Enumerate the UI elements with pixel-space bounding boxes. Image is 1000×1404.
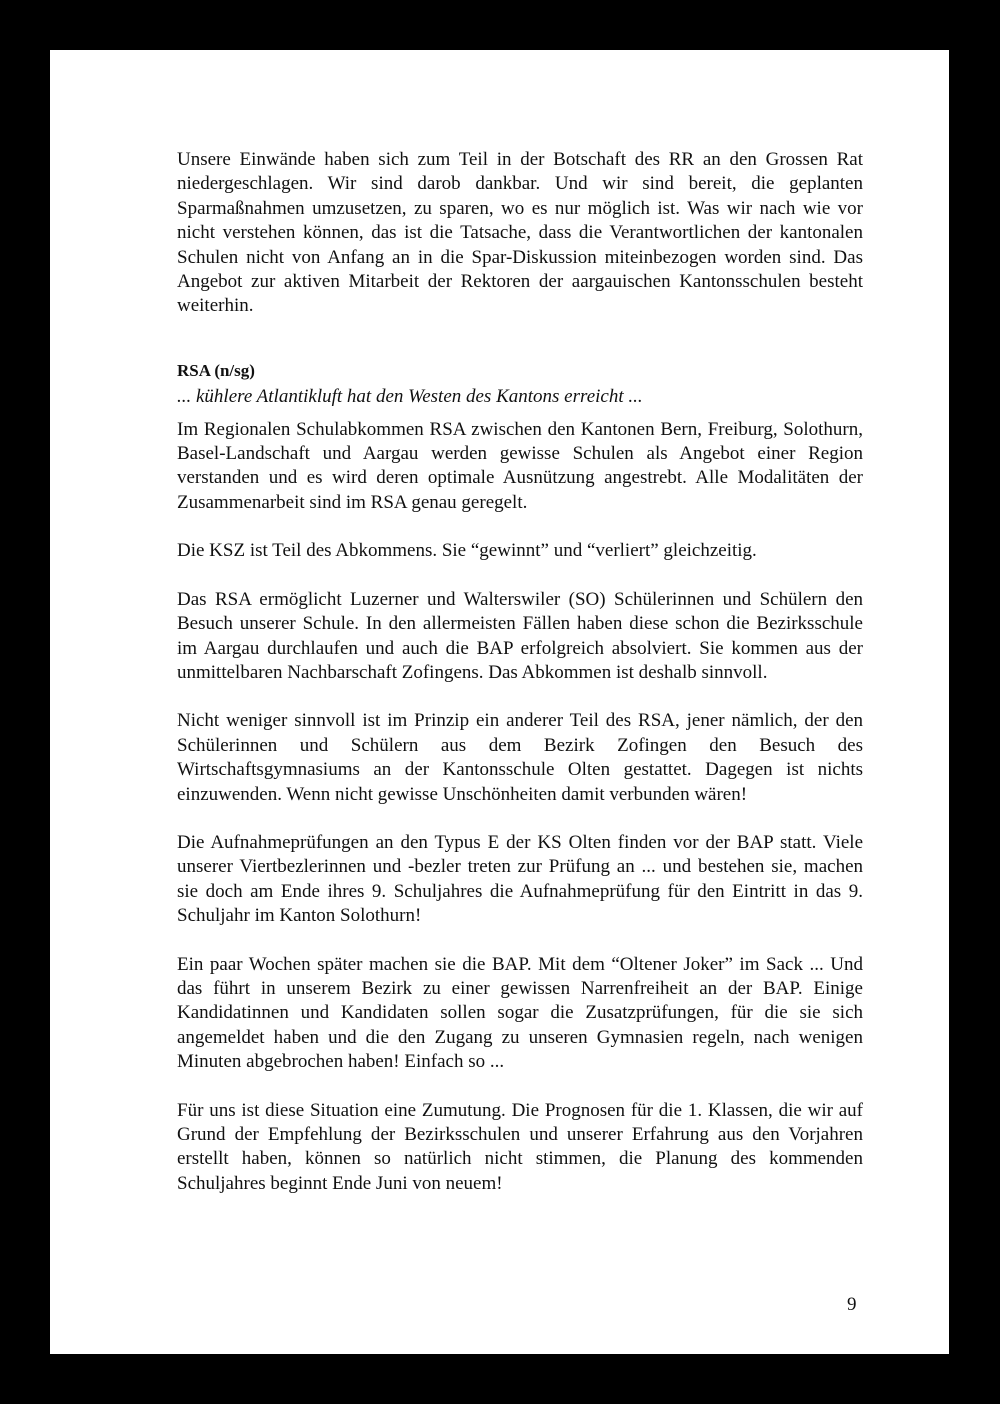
section-subtitle: ... kühlere Atlantikluft hat den Westen des Kantons erreicht ... xyxy=(177,386,643,408)
paragraph-aufnahmepruefung: Die Aufnahmeprüfungen an den Typus E der KS Olten finden vor der BAP statt. Viele unserer Viertbezlerinnen und -bezler treten zur Prüfung an ... und bestehen sie, machen sie doch am Ende ihres 9. Schuljahres die Aufnahmeprüfung für den Eintritt in das 9. Schuljahr im Kanton Solothurn! xyxy=(177,831,863,927)
paragraph-oltener-joker: Ein paar Wochen später machen sie die BAP. Mit dem “Oltener Joker” im Sack ... Und das führt in unserem Bezirk zu einer gewissen Narrenfreiheit an der BAP. Einige Kandidatinnen und Kandidaten sollen sogar die Zusatzprüfungen, für die sie sich angemeldet haben und die den Zugang zu unseren Gymnasien regeln, nach wenigen Minuten abgebrochen haben! Einfach so ... xyxy=(177,953,863,1073)
paragraph-olten-gymnasium: Nicht weniger sinnvoll ist im Prinzip ein anderer Teil des RSA, jener nämlich, der den Schülerinnen und Schülern aus dem Bezirk Zofingen den Besuch des Wirtschaftsgymnasiums an der Kantonsschule Olten gestattet. Dagegen ist nichts einzuwenden. Wenn nicht gewisse Unschönheiten damit verbunden wären! xyxy=(177,710,863,805)
paragraph-luzern-walterswil: Das RSA ermöglicht Luzerner und Walterswiler (SO) Schülerinnen und Schülern den Besuch unserer Schule. In den allermeisten Fällen haben diese schon die Bezirksschule im Aargau durchlaufen und auch die BAP erfolgreich absolviert. Sie kommen aus der unmittelbaren Nachbarschaft Zofingens. Das Abkommen ist deshalb sinnvoll. xyxy=(177,588,863,683)
section-heading: RSA (n/sg) xyxy=(177,360,255,380)
paragraph-ksz-part: Die KSZ ist Teil des Abkommens. Sie “gewinnt” und “verliert” gleichzeitig. xyxy=(177,540,757,562)
page-number: 9 xyxy=(847,1294,857,1315)
document-page xyxy=(50,50,949,1354)
paragraph-zumutung: Für uns ist diese Situation eine Zumutung. Die Prognosen für die 1. Klassen, die wir auf Grund der Empfehlung der Bezirksschulen und unserer Erfahrung aus den Vorjahren erstellt haben, können so natürlich nicht stimmen, die Planung des kommenden Schuljahres beginnt Ende Juni von neuem! xyxy=(177,1099,863,1194)
intro-paragraph: Unsere Einwände haben sich zum Teil in der Botschaft des RR an den Grossen Rat niedergeschlagen. Wir sind darob dankbar. Und wir sind bereit, die geplanten Sparmaßnahmen umzusetzen, zu sparen, wo es nur möglich ist. Was wir nach wie vor nicht verstehen können, das ist die Tatsache, dass die Verantwortlichen der kantonalen Schulen nicht von Anfang an in die Spar-Diskussion miteinbezogen worden sind. Das Angebot zur aktiven Mitarbeit der Rektoren der aargauischen Kantonsschulen besteht weiterhin. xyxy=(177,149,863,317)
paragraph-rsa-overview: Im Regionalen Schulabkommen RSA zwischen den Kantonen Bern, Freiburg, Solothurn, Basel-Landschaft und Aargau werden gewisse Schulen als Angebot einer Region verstanden und es wird deren optimale Ausnützung angestrebt. Alle Modalitäten der Zusammenarbeit sind im RSA genau geregelt. xyxy=(177,418,863,513)
document-body xyxy=(177,148,863,1196)
